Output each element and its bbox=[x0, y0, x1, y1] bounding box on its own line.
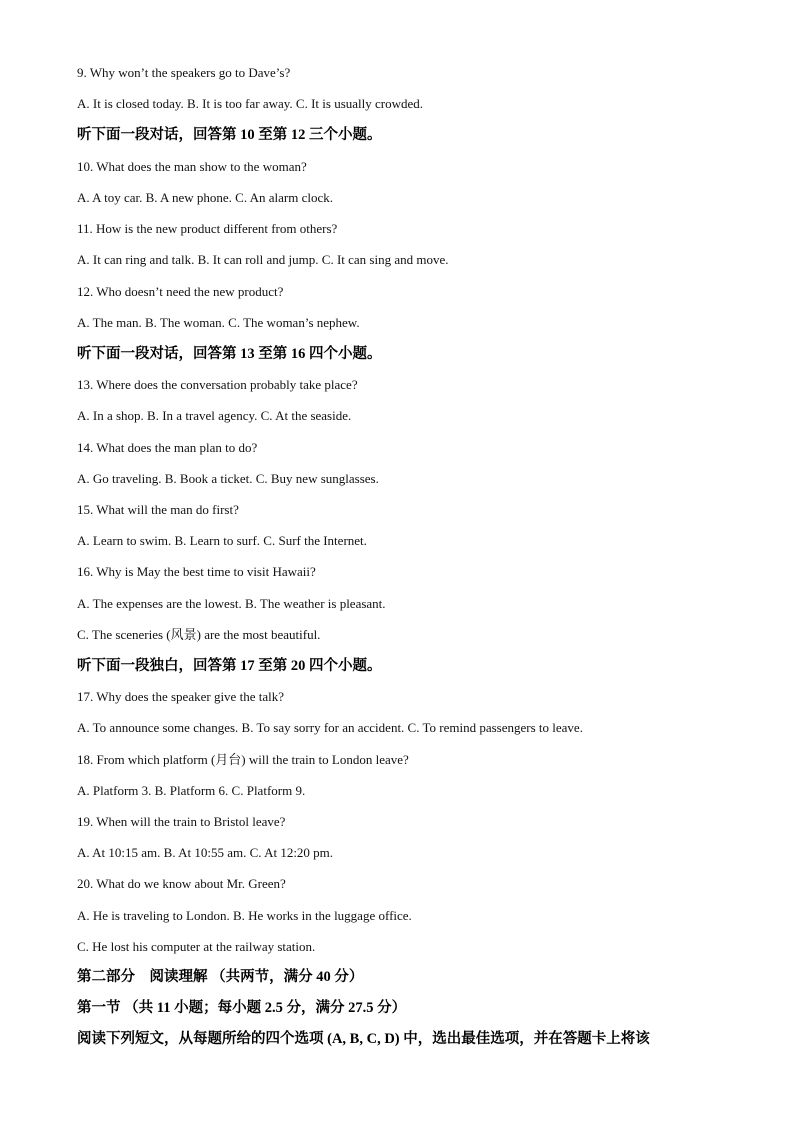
part-two-heading: 第二部分 阅读理解 （共两节，满分 40 分） bbox=[77, 969, 364, 985]
question-17: 17. Why does the speaker give the talk? bbox=[77, 689, 284, 704]
question-13: 13. Where does the conversation probably take place? bbox=[77, 377, 358, 392]
question-19: 19. When will the train to Bristol leave? bbox=[77, 814, 286, 829]
options-11: A. It can ring and talk. B. It can roll and jump. C. It can sing and move. bbox=[77, 252, 449, 267]
section-instruction-17-20: 听下面一段独白，回答第 17 至第 20 四个小题。 bbox=[77, 658, 382, 674]
question-9: 9. Why won’t the speakers go to Dave’s? bbox=[77, 65, 291, 80]
options-15: A. Learn to swim. B. Learn to surf. C. Surf the Internet. bbox=[77, 533, 367, 548]
options-20-c: C. He lost his computer at the railway station. bbox=[77, 939, 316, 954]
question-11: 11. How is the new product different from others? bbox=[77, 221, 338, 236]
question-12: 12. Who doesn’t need the new product? bbox=[77, 284, 284, 299]
section-one-heading: 第一节 （共 11 小题；每小题 2.5 分，满分 27.5 分） bbox=[77, 1000, 407, 1016]
question-10: 10. What does the man show to the woman? bbox=[77, 159, 307, 174]
question-15: 15. What will the man do first? bbox=[77, 502, 239, 517]
options-19: A. At 10:15 am. B. At 10:55 am. C. At 12:20 pm. bbox=[77, 845, 334, 860]
options-17: A. To announce some changes. B. To say sorry for an accident. C. To remind passengers to leave. bbox=[77, 720, 583, 735]
options-20-ab: A. He is traveling to London. B. He works in the luggage office. bbox=[77, 908, 412, 923]
options-14: A. Go traveling. B. Book a ticket. C. Buy new sunglasses. bbox=[77, 471, 379, 486]
options-18: A. Platform 3. B. Platform 6. C. Platform 9. bbox=[77, 783, 306, 798]
section-instruction-13-16: 听下面一段对话，回答第 13 至第 16 四个小题。 bbox=[77, 346, 382, 362]
question-14: 14. What does the man plan to do? bbox=[77, 440, 258, 455]
options-9: A. It is closed today. B. It is too far away. C. It is usually crowded. bbox=[77, 96, 423, 111]
question-18: 18. From which platform (月台) will the train to London leave? bbox=[77, 752, 409, 767]
reading-instruction: 阅读下列短文，从每题所给的四个选项 (A, B, C, D) 中，选出最佳选项，并在答题卡上将该 bbox=[77, 1031, 650, 1047]
question-20: 20. What do we know about Mr. Green? bbox=[77, 876, 286, 891]
options-16-ab: A. The expenses are the lowest. B. The weather is pleasant. bbox=[77, 596, 386, 611]
question-16: 16. Why is May the best time to visit Hawaii? bbox=[77, 564, 316, 579]
options-16-c: C. The sceneries (风景) are the most beautiful. bbox=[77, 627, 321, 642]
options-12: A. The man. B. The woman. C. The woman’s nephew. bbox=[77, 315, 360, 330]
section-instruction-10-12: 听下面一段对话，回答第 10 至第 12 三个小题。 bbox=[77, 127, 382, 143]
options-13: A. In a shop. B. In a travel agency. C. At the seaside. bbox=[77, 408, 352, 423]
options-10: A. A toy car. B. A new phone. C. An alarm clock. bbox=[77, 190, 333, 205]
